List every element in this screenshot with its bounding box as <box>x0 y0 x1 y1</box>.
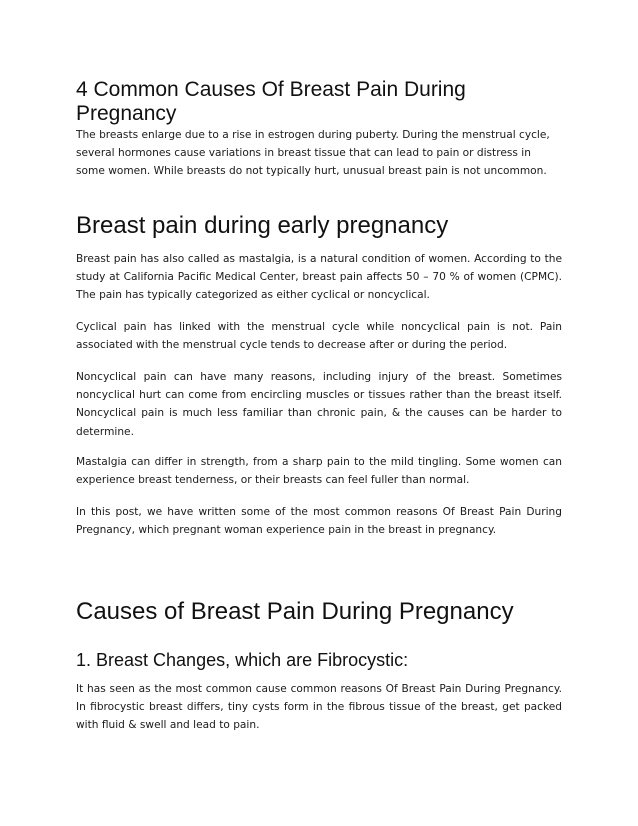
paragraph-fibrocystic: It has seen as the most common cause common reasons Of Breast Pain During Pregnancy. In fibrocystic breast differs, tiny cysts form in the fibrous tissue of the breast, get packed with fluid & swell and lead to pain. <box>76 683 562 732</box>
subheading-fibrocystic: 1. Breast Changes, which are Fibrocystic: <box>76 650 409 670</box>
document-title: 4 Common Causes Of Breast Pain During Pregnancy <box>76 78 466 125</box>
section-heading-early-pregnancy: Breast pain during early pregnancy <box>76 212 449 239</box>
section-heading-causes: Causes of Breast Pain During Pregnancy <box>76 598 514 625</box>
paragraph-post-intro: In this post, we have written some of the most common reasons Of Breast Pain During Pregnancy, which pregnant woman experience pain in the breast in pregnancy. <box>76 506 562 537</box>
paragraph-mastalgia-strength: Mastalgia can differ in strength, from a sharp pain to the mild tingling. Some women can experience breast tenderness, or their breasts can feel fuller than normal. <box>76 456 562 487</box>
paragraph-cyclical-pain: Cyclical pain has linked with the menstrual cycle while noncyclical pain is not. Pain associated with the menstrual cycle tends to decrease after or during the period. <box>76 321 562 352</box>
intro-paragraph: The breasts enlarge due to a rise in estrogen during puberty. During the menstrual cycle, several hormones cause variations in breast tissue that can lead to pain or distress in some women. While breasts do not typically hurt, unusual breast pain is not uncommon. <box>76 129 550 178</box>
paragraph-noncyclical-pain: Noncyclical pain can have many reasons, including injury of the breast. Sometimes noncyclical hurt can come from encircling muscles or tissues rather than the breast itself. Noncyclical pain is much less familiar than chronic pain, & the causes can be harder to determine. <box>76 371 562 438</box>
paragraph-mastalgia: Breast pain has also called as mastalgia, is a natural condition of women. According to the study at California Pacific Medical Center, breast pain affects 50 – 70 % of women (CPMC). The pain has typically categorized as either cyclical or noncyclical. <box>76 253 562 302</box>
